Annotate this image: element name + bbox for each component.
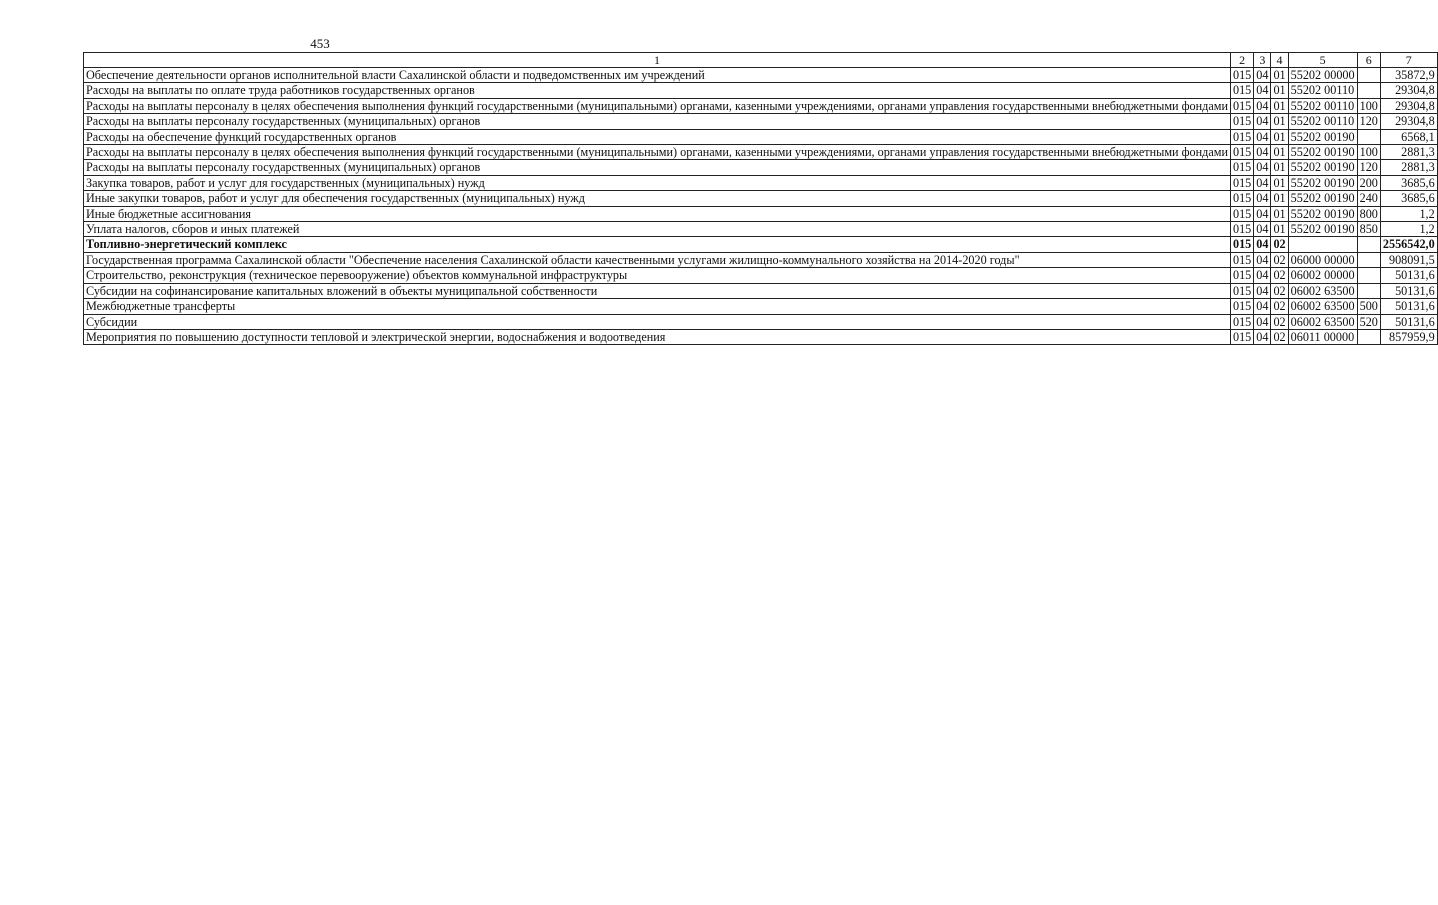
ministry-code-cell: 015 (1230, 160, 1253, 175)
expense-type-cell: 120 (1357, 160, 1380, 175)
ministry-code-cell: 015 (1230, 252, 1253, 267)
expense-type-cell: 120 (1357, 114, 1380, 129)
column-header: 2 (1230, 53, 1253, 68)
table-row (84, 83, 1438, 98)
amount-cell: 29304,8 (1380, 114, 1437, 129)
expense-type-cell: 800 (1357, 206, 1380, 221)
target-article-cell: 55202 00190 (1288, 160, 1357, 175)
target-article-cell: 55202 00110 (1288, 98, 1357, 113)
expense-type-cell (1357, 83, 1380, 98)
subsection-code-cell: 02 (1271, 237, 1288, 252)
section-code-cell: 04 (1254, 83, 1271, 98)
subsection-code-cell: 02 (1271, 329, 1288, 344)
amount-cell: 50131,6 (1380, 283, 1437, 298)
section-code-cell: 04 (1254, 129, 1271, 144)
ministry-code-cell: 015 (1230, 329, 1253, 344)
ministry-code-cell: 015 (1230, 114, 1253, 129)
ministry-code-cell: 015 (1230, 175, 1253, 190)
section-code-cell: 04 (1254, 206, 1271, 221)
subsection-code-cell: 02 (1271, 299, 1288, 314)
section-code-cell: 04 (1254, 145, 1271, 160)
target-article-cell: 55202 00190 (1288, 222, 1357, 237)
column-header: 7 (1380, 53, 1437, 68)
amount-cell: 50131,6 (1380, 299, 1437, 314)
ministry-code-cell: 015 (1230, 98, 1253, 113)
section-code-cell: 04 (1254, 329, 1271, 344)
table-row (84, 160, 1438, 175)
section-code-cell: 04 (1254, 114, 1271, 129)
table-row (84, 206, 1438, 221)
table-row (84, 299, 1438, 314)
table-row (84, 98, 1438, 113)
budget-table (83, 52, 1438, 345)
target-article-cell: 06000 00000 (1288, 252, 1357, 267)
expense-type-cell (1357, 68, 1380, 83)
table-row (84, 252, 1438, 267)
subsection-code-cell: 01 (1271, 160, 1288, 175)
amount-cell: 29304,8 (1380, 98, 1437, 113)
amount-cell: 3685,6 (1380, 191, 1437, 206)
table-row (84, 145, 1438, 160)
table-row (84, 114, 1438, 129)
ministry-code-cell: 015 (1230, 83, 1253, 98)
row-name-cell: Мероприятия по повышению доступности тепловой и электрической энергии, водоснабжения и водоотведения (84, 329, 1231, 344)
target-article-cell: 55202 00190 (1288, 129, 1357, 144)
column-header: 4 (1271, 53, 1288, 68)
column-header: 3 (1254, 53, 1271, 68)
subsection-code-cell: 01 (1271, 83, 1288, 98)
ministry-code-cell: 015 (1230, 299, 1253, 314)
section-code-cell: 04 (1254, 299, 1271, 314)
subsection-code-cell: 01 (1271, 129, 1288, 144)
expense-type-cell (1357, 129, 1380, 144)
table-row (84, 175, 1438, 190)
row-name-cell: Межбюджетные трансферты (84, 299, 1231, 314)
ministry-code-cell: 015 (1230, 222, 1253, 237)
amount-cell: 857959,9 (1380, 329, 1437, 344)
section-code-cell: 04 (1254, 237, 1271, 252)
table-row (84, 268, 1438, 283)
expense-type-cell (1357, 329, 1380, 344)
target-article-cell: 06011 00000 (1288, 329, 1357, 344)
target-article-cell: 55202 00110 (1288, 114, 1357, 129)
expense-type-cell: 100 (1357, 145, 1380, 160)
column-header: 5 (1288, 53, 1357, 68)
subsection-code-cell: 01 (1271, 98, 1288, 113)
column-header: 6 (1357, 53, 1380, 68)
target-article-cell: 06002 63500 (1288, 314, 1357, 329)
row-name-cell: Расходы на выплаты по оплате труда работников государственных органов (84, 83, 1231, 98)
table-row (84, 283, 1438, 298)
amount-cell: 2881,3 (1380, 145, 1437, 160)
expense-type-cell (1357, 268, 1380, 283)
row-name-cell: Расходы на обеспечение функций государственных органов (84, 129, 1231, 144)
expense-type-cell: 500 (1357, 299, 1380, 314)
page-number: 453 (310, 36, 330, 51)
amount-cell: 50131,6 (1380, 268, 1437, 283)
subsection-code-cell: 01 (1271, 191, 1288, 206)
ministry-code-cell: 015 (1230, 268, 1253, 283)
amount-cell: 2556542,0 (1380, 237, 1437, 252)
table-row (84, 191, 1438, 206)
row-name-cell: Топливно-энергетический комплекс (84, 237, 1231, 252)
expense-type-cell (1357, 252, 1380, 267)
subsection-code-cell: 01 (1271, 222, 1288, 237)
table-row (84, 68, 1438, 83)
target-article-cell (1288, 237, 1357, 252)
ministry-code-cell: 015 (1230, 314, 1253, 329)
row-name-cell: Строительство, реконструкция (техническое перевооружение) объектов коммунальной инфраструктуры (84, 268, 1231, 283)
target-article-cell: 55202 00190 (1288, 206, 1357, 221)
table-row (84, 222, 1438, 237)
subsection-code-cell: 01 (1271, 145, 1288, 160)
section-code-cell: 04 (1254, 314, 1271, 329)
subsection-code-cell: 01 (1271, 206, 1288, 221)
expense-type-cell (1357, 283, 1380, 298)
table-row (84, 129, 1438, 144)
ministry-code-cell: 015 (1230, 68, 1253, 83)
row-name-cell: Закупка товаров, работ и услуг для государственных (муниципальных) нужд (84, 175, 1231, 190)
section-code-cell: 04 (1254, 68, 1271, 83)
row-name-cell: Расходы на выплаты персоналу в целях обеспечения выполнения функций государственными (муниципальными) органами, казенными учреждениями, органами управления государственными внебюджетными фондами (84, 145, 1231, 160)
row-name-cell: Государственная программа Сахалинской области "Обеспечение населения Сахалинской области качественными услугами жилищно-коммунального хозяйства на 2014-2020 годы" (84, 252, 1231, 267)
subsection-code-cell: 02 (1271, 314, 1288, 329)
amount-cell: 1,2 (1380, 222, 1437, 237)
row-name-cell: Расходы на выплаты персоналу государственных (муниципальных) органов (84, 160, 1231, 175)
section-code-cell: 04 (1254, 98, 1271, 113)
row-name-cell: Субсидии на софинансирование капитальных вложений в объекты муниципальной собственности (84, 283, 1231, 298)
expense-type-cell: 200 (1357, 175, 1380, 190)
row-name-cell: Расходы на выплаты персоналу в целях обеспечения выполнения функций государственными (муниципальными) органами, казенными учреждениями, органами управления государственными внебюджетными фондами (84, 98, 1231, 113)
amount-cell: 6568,1 (1380, 129, 1437, 144)
ministry-code-cell: 015 (1230, 283, 1253, 298)
expense-type-cell: 520 (1357, 314, 1380, 329)
section-code-cell: 04 (1254, 283, 1271, 298)
row-name-cell: Расходы на выплаты персоналу государственных (муниципальных) органов (84, 114, 1231, 129)
expense-type-cell: 240 (1357, 191, 1380, 206)
subsection-code-cell: 01 (1271, 68, 1288, 83)
target-article-cell: 55202 00190 (1288, 175, 1357, 190)
column-header-row (84, 53, 1438, 68)
ministry-code-cell: 015 (1230, 206, 1253, 221)
section-code-cell: 04 (1254, 160, 1271, 175)
amount-cell: 50131,6 (1380, 314, 1437, 329)
ministry-code-cell: 015 (1230, 237, 1253, 252)
subsection-code-cell: 01 (1271, 175, 1288, 190)
subsection-code-cell: 02 (1271, 283, 1288, 298)
subsection-code-cell: 02 (1271, 252, 1288, 267)
target-article-cell: 06002 63500 (1288, 283, 1357, 298)
target-article-cell: 55202 00190 (1288, 191, 1357, 206)
amount-cell: 1,2 (1380, 206, 1437, 221)
row-name-cell: Уплата налогов, сборов и иных платежей (84, 222, 1231, 237)
ministry-code-cell: 015 (1230, 129, 1253, 144)
amount-cell: 908091,5 (1380, 252, 1437, 267)
expense-type-cell: 100 (1357, 98, 1380, 113)
section-code-cell: 04 (1254, 175, 1271, 190)
row-name-cell: Иные закупки товаров, работ и услуг для обеспечения государственных (муниципальных) нужд (84, 191, 1231, 206)
expense-type-cell: 850 (1357, 222, 1380, 237)
column-header: 1 (84, 53, 1231, 68)
table-row (84, 237, 1438, 252)
section-code-cell: 04 (1254, 222, 1271, 237)
target-article-cell: 55202 00110 (1288, 83, 1357, 98)
amount-cell: 29304,8 (1380, 83, 1437, 98)
target-article-cell: 06002 00000 (1288, 268, 1357, 283)
row-name-cell: Обеспечение деятельности органов исполнительной власти Сахалинской области и подведомственных им учреждений (84, 68, 1231, 83)
target-article-cell: 06002 63500 (1288, 299, 1357, 314)
section-code-cell: 04 (1254, 268, 1271, 283)
amount-cell: 3685,6 (1380, 175, 1437, 190)
ministry-code-cell: 015 (1230, 145, 1253, 160)
target-article-cell: 55202 00000 (1288, 68, 1357, 83)
ministry-code-cell: 015 (1230, 191, 1253, 206)
row-name-cell: Субсидии (84, 314, 1231, 329)
row-name-cell: Иные бюджетные ассигнования (84, 206, 1231, 221)
amount-cell: 2881,3 (1380, 160, 1437, 175)
target-article-cell: 55202 00190 (1288, 145, 1357, 160)
table-row (84, 314, 1438, 329)
section-code-cell: 04 (1254, 191, 1271, 206)
expense-type-cell (1357, 237, 1380, 252)
subsection-code-cell: 02 (1271, 268, 1288, 283)
section-code-cell: 04 (1254, 252, 1271, 267)
subsection-code-cell: 01 (1271, 114, 1288, 129)
table-row (84, 329, 1438, 344)
amount-cell: 35872,9 (1380, 68, 1437, 83)
